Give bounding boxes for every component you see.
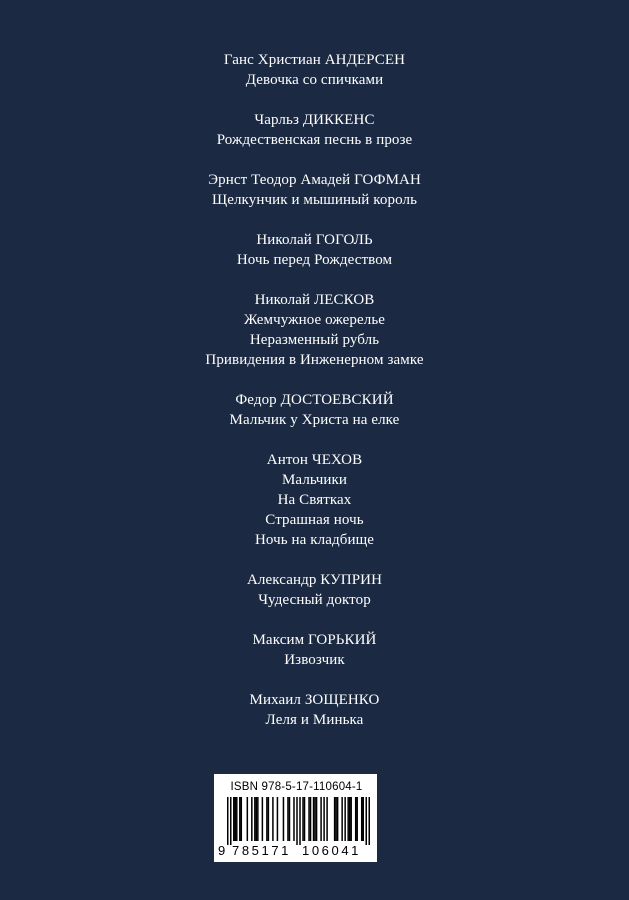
barcode-bar bbox=[326, 797, 328, 841]
entry-gorky bbox=[0, 630, 629, 670]
entry-gogol bbox=[0, 230, 629, 270]
work-title: Рождественская песнь в прозе bbox=[216, 132, 413, 148]
barcode-bar bbox=[323, 797, 325, 841]
work-title: Ночь на кладбище bbox=[254, 532, 375, 548]
work-title: Жемчужное ожерелье bbox=[243, 312, 386, 328]
barcode-bar bbox=[304, 797, 306, 841]
barcode-bar bbox=[335, 797, 337, 841]
barcode-bar bbox=[254, 797, 256, 841]
entry-dickens bbox=[0, 110, 629, 150]
work-title: Леля и Минька bbox=[265, 712, 364, 728]
work-title: Мальчики bbox=[282, 472, 347, 488]
barcode-bar bbox=[241, 797, 243, 841]
barcode-bar bbox=[293, 797, 295, 841]
isbn-label: ISBN 978-5-17-110604-1 bbox=[230, 781, 363, 793]
barcode-bar bbox=[251, 797, 253, 841]
entry-chekhov bbox=[0, 450, 629, 550]
barcode-bar bbox=[299, 797, 301, 845]
barcode-bar bbox=[362, 797, 364, 841]
barcode-bar bbox=[308, 797, 310, 841]
barcode-bar bbox=[233, 797, 235, 841]
barcode-bar bbox=[235, 797, 237, 841]
author-name: Михаил ЗОЩЕНКО bbox=[249, 692, 380, 708]
barcode-bar bbox=[356, 797, 358, 841]
barcode-bars bbox=[227, 797, 370, 845]
barcode-bar bbox=[272, 797, 274, 841]
barcode-bar bbox=[236, 797, 238, 841]
barcode-bar bbox=[277, 797, 279, 841]
work-title: Извозчик bbox=[284, 652, 345, 668]
barcode-bar bbox=[257, 797, 259, 841]
barcode-bar bbox=[334, 797, 336, 841]
barcode-bar bbox=[262, 797, 264, 841]
barcode-bar bbox=[239, 797, 241, 841]
entry-hoffmann bbox=[0, 170, 629, 210]
barcode-digit-lead: 9 bbox=[218, 843, 226, 858]
entry-zoshchenko bbox=[0, 690, 629, 730]
barcode-bar bbox=[316, 797, 318, 841]
work-title: На Святках bbox=[277, 492, 352, 508]
work-title: Неразменный рубль bbox=[249, 332, 380, 348]
entry-kuprin bbox=[0, 570, 629, 610]
barcode-bar bbox=[310, 797, 312, 841]
barcode-bar bbox=[283, 797, 285, 841]
isbn-barcode bbox=[214, 774, 377, 862]
barcode-bar bbox=[289, 797, 291, 841]
author-name: Чарльз ДИККЕНС bbox=[254, 112, 375, 128]
barcode-bar bbox=[361, 797, 363, 841]
work-title: Ночь перед Рождеством bbox=[236, 252, 393, 268]
barcode-digits bbox=[215, 843, 378, 861]
author-name: Федор ДОСТОЕВСКИЙ bbox=[235, 392, 394, 408]
barcode-bar bbox=[266, 797, 268, 841]
barcode-bar bbox=[349, 797, 351, 841]
barcode-bar bbox=[296, 797, 298, 845]
barcode-bar bbox=[320, 797, 322, 841]
work-title: Страшная ночь bbox=[265, 512, 364, 528]
barcode-bar bbox=[314, 797, 316, 841]
work-title: Привидения в Инженерном замке bbox=[205, 352, 424, 368]
barcode-bar bbox=[355, 797, 357, 841]
author-name: Ганс Христиан АНДЕРСЕН bbox=[223, 52, 406, 68]
work-title: Девочка со спичками bbox=[245, 72, 384, 88]
barcode-bar bbox=[287, 797, 289, 841]
author-name: Николай ГОГОЛЬ bbox=[256, 232, 373, 248]
barcode-bar bbox=[268, 797, 270, 841]
barcode-bar bbox=[227, 797, 229, 845]
barcode-bar bbox=[347, 797, 349, 841]
barcode-bar bbox=[247, 797, 249, 841]
barcode-bar bbox=[350, 797, 352, 841]
barcode-bar bbox=[365, 797, 367, 845]
entry-andersen bbox=[0, 50, 629, 90]
barcode-bar bbox=[256, 797, 258, 841]
barcode-bar bbox=[341, 797, 343, 841]
barcode-bar bbox=[302, 797, 304, 841]
barcode-bar bbox=[368, 797, 370, 845]
barcode-bar bbox=[230, 797, 232, 845]
author-name: Александр КУПРИН bbox=[246, 572, 383, 588]
author-name: Максим ГОРЬКИЙ bbox=[252, 632, 377, 648]
entry-dostoevsky bbox=[0, 390, 629, 430]
author-name: Эрнст Теодор Амадей ГОФМАН bbox=[208, 172, 421, 188]
author-name: Антон ЧЕХОВ bbox=[266, 452, 363, 468]
work-title: Чудесный доктор bbox=[258, 592, 371, 608]
barcode-bar bbox=[313, 797, 315, 841]
work-title: Щелкунчик и мышиный король bbox=[211, 192, 418, 208]
entry-leskov bbox=[0, 290, 629, 370]
barcode-bar bbox=[337, 797, 339, 841]
barcode-digits-left: 785171 bbox=[232, 843, 291, 858]
barcode-digits-right: 106041 bbox=[302, 843, 361, 858]
contents-list bbox=[0, 50, 629, 750]
barcode-bar bbox=[344, 797, 346, 841]
author-name: Николай ЛЕСКОВ bbox=[254, 292, 375, 308]
work-title: Мальчик у Христа на елке bbox=[229, 412, 400, 428]
